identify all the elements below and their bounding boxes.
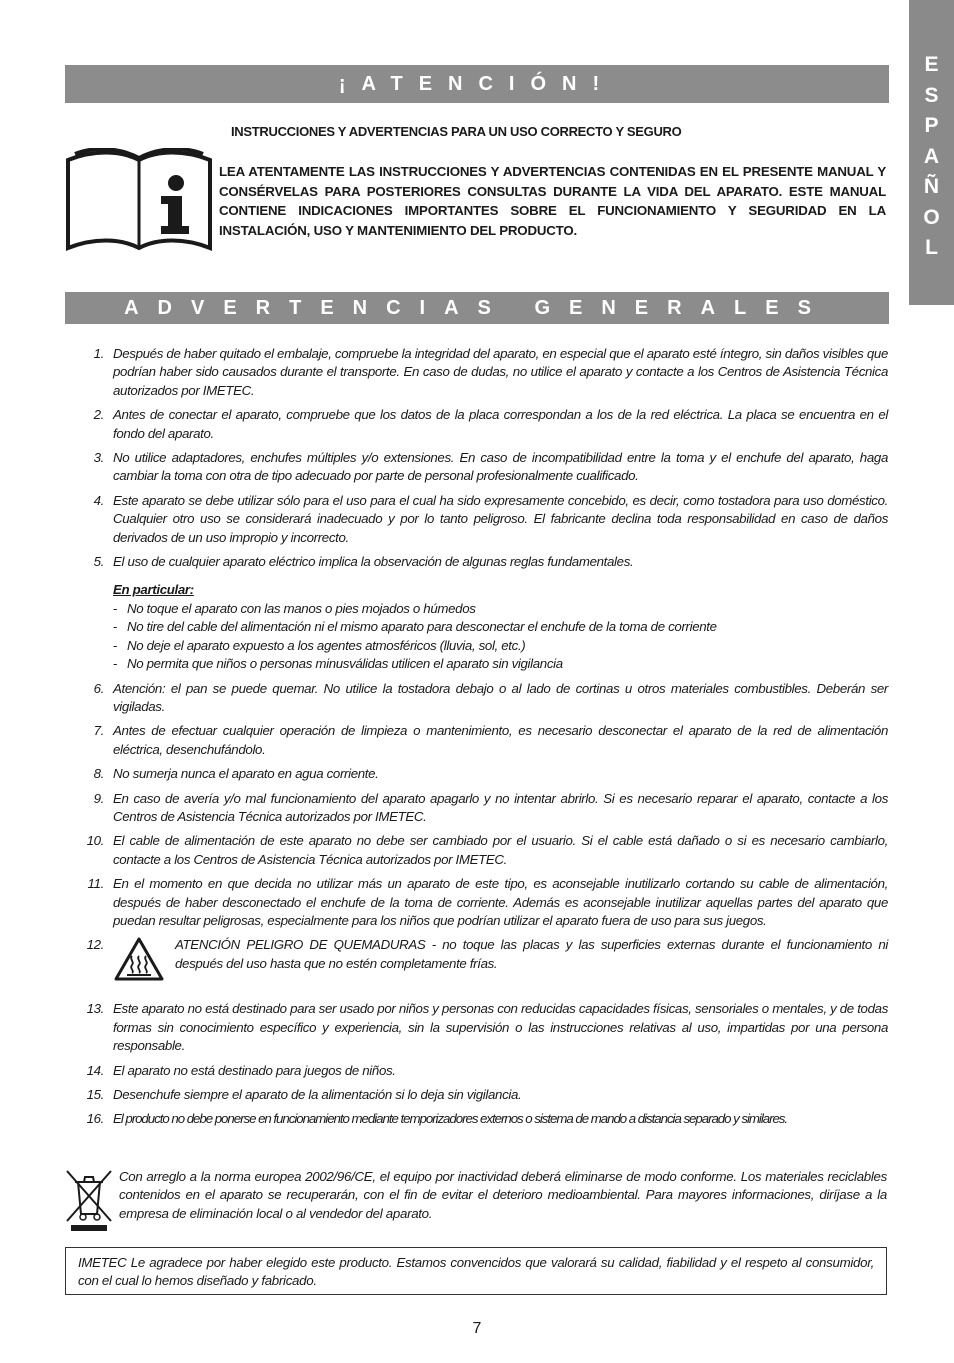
side-tab-letter: P <box>924 114 939 137</box>
item-text: Antes de conectar el aparato, compruebe que los datos de la placa correspondan a los de la red eléctrica. La placa se encuentra en el fondo del aparato. <box>113 407 888 441</box>
side-tab-letter: E <box>924 53 939 76</box>
list-item <box>80 790 888 827</box>
particular-label: En particular: <box>113 582 194 598</box>
warnings-list <box>80 345 888 1135</box>
item-text: Este aparato se debe utilizar sólo para el uso para el cual ha sido expresamente concebido, es decir, como tostadora para uso doméstico. Cualquier otro uso se considerará inadecuado y por lo tanto peligroso. El fabricante declina toda responsabilidad en caso de daños derivados de un uso impropio y incorrecto. <box>113 492 888 545</box>
list-item <box>80 875 888 930</box>
intro-warning-text: LEA ATENTAMENTE LAS INSTRUCCIONES Y ADVERTENCIAS CONTENIDAS EN EL PRESENTE MANUAL Y CONSÉRVELAS PARA POSTERIORES CONSULTAS DURANTE LA VIDA DEL APARATO. ESTE MANUAL CONTIENE INDICACIONES IMPORTANTES SOBRE EL FUNCIONAMIENTO Y SEGURIDAD EN LA INSTALACIÓN, USO Y MANTENIMIENTO DEL PRODUCTO. <box>219 164 886 238</box>
particular-bullet: - No tire del cable del alimentación ni el mismo aparato para desconectar el enchufe de la toma de corriente <box>113 619 717 635</box>
instructions-subheading: INSTRUCCIONES Y ADVERTENCIAS PARA UN USO CORRECTO Y SEGURO <box>231 124 682 139</box>
list-item <box>80 406 888 443</box>
item-number: 8. <box>93 766 104 782</box>
side-tab-letter: Ñ <box>923 175 940 198</box>
list-item <box>80 722 888 759</box>
item-number: 14. <box>86 1062 104 1078</box>
item-number: 3. <box>93 450 104 466</box>
list-item <box>80 492 888 547</box>
item-text: Este aparato no está destinado para ser usado por niños y personas con reducidas capacidades físicas, sensoriales o mentales, y de todas formas sin conocimiento específico y experiencia, sin la supervisión o las instrucciones relativas al uso, impartidas por una persona responsable. <box>113 1001 888 1054</box>
item-text: En el momento en que decida no utilizar más un aparato de este tipo, es aconsejable inutilizarlo cortando su cable de alimentación, después de haber desconectado el enchufe de la toma de corriente. Además es aconsejable inutilizar aquellas partes del aparato que puedan resultar peligrosas, especialmente para los niños que podrían utilizar el aparato fuera de uso para sus juegos. <box>113 876 888 928</box>
list-item <box>80 1110 888 1128</box>
item-text: Atención: el pan se puede quemar. No utilice la tostadora debajo o al lado de cortinas u otros materiales combustibles. Deberán ser vigiladas. <box>113 680 888 714</box>
list-item <box>80 765 888 783</box>
item-text: El cable de alimentación de este aparato no debe ser cambiado por el usuario. Si el cable está dañado o si es necesario cambiarlo, contacte a los Centros de Asistencia Técnica autorizados por IMETEC. <box>113 833 888 867</box>
list-item <box>80 832 888 869</box>
item-number: 5. <box>93 554 104 570</box>
item-number: 16. <box>86 1111 104 1127</box>
list-item <box>80 345 888 400</box>
list-item <box>80 449 888 486</box>
item-number: 7. <box>93 723 104 739</box>
list-item <box>80 680 888 717</box>
item-number: 12. <box>86 937 104 953</box>
item-number: 13. <box>86 1001 104 1017</box>
item-text: El producto no debe ponerse en funcionamiento mediante temporizadores externos o sistema de mando a distancia separado y similares. <box>113 1111 788 1127</box>
item-number: 1. <box>93 346 104 361</box>
item-number: 10. <box>86 833 104 849</box>
item-text: No utilice adaptadores, enchufes múltiples y/o extensiones. En caso de incompatibilidad entre la toma y el enchufe del aparato, haga cambiar la toma con otra de tipo adecuado por parte de personal profesionalmente cualificado. <box>113 450 888 484</box>
item-number: 4. <box>93 492 104 508</box>
info-book-icon <box>65 148 213 252</box>
item-text: El uso de cualquier aparato eléctrico implica la observación de algunas reglas fundamentales. <box>113 554 634 570</box>
item-text: El aparato no está destinado para juegos de niños. <box>113 1062 396 1078</box>
list-item <box>80 1000 888 1055</box>
particular-bullet: - No deje el aparato expuesto a los agentes atmosféricos (lluvia, sol, etc.) <box>113 637 526 653</box>
item-text: ATENCIÓN PELIGRO DE QUEMADURAS - no toque las placas y las superficies externas durante el funcionamiento ni después del uso hasta que no estén completamente frías. <box>175 937 888 971</box>
list-item <box>80 1086 888 1104</box>
particular-bullets <box>113 600 888 674</box>
item-number: 11. <box>87 876 104 892</box>
list-item <box>80 1062 888 1080</box>
side-tab-letter: O <box>923 205 940 229</box>
attention-banner: ¡ATENCIÓN! <box>65 65 889 103</box>
side-tab-letter: A <box>923 144 940 168</box>
general-warnings-banner: ADVERTENCIAS GENERALES <box>65 292 889 324</box>
item-number: 6. <box>93 680 104 696</box>
item-text: Después de haber quitado el embalaje, compruebe la integridad del aparato, en especial que el aparato esté íntegro, sin daños visibles que podrían haber sido causados durante el transporte. En caso de dudas, no utilice el aparato y contacte a los Centros de Asistencia Técnica autorizados por IMETEC. <box>113 346 888 398</box>
side-tab-letter: S <box>924 83 939 107</box>
side-tab-letter: L <box>925 236 938 259</box>
list-item <box>80 936 888 986</box>
item-text: No sumerja nunca el aparato en agua corriente. <box>113 766 379 782</box>
list-item <box>80 553 888 673</box>
particular-bullet: - No toque el aparato con las manos o pies mojados o húmedos <box>113 600 476 616</box>
item-text: Desenchufe siempre el aparato de la alimentación si lo deja sin vigilancia. <box>113 1087 522 1102</box>
item-text: En caso de avería y/o mal funcionamiento del aparato apagarlo y no intentar abrirlo. Si es necesario reparar el aparato, contacte a los Centros de Asistencia Técnica autorizados por IMETEC. <box>113 790 888 824</box>
page-number: 7 <box>472 1320 482 1337</box>
item-number: 15. <box>86 1087 104 1102</box>
particular-bullet: - No permita que niños o personas minusválidas utilicen el aparato sin vigilancia <box>113 656 563 672</box>
disposal-notice: Con arreglo a la norma europea 2002/96/CE, el equipo por inactividad deberá eliminarse de modo conforme. Los materiales reciclables contenidos en el aparato se recuperarán, con el fin de evitar el deterioro medioambiental. Para mayores informaciones, diríjase a la empresa de eliminación local o al vendedor del aparato. <box>119 1169 887 1221</box>
thank-you-box: IMETEC Le agradece por haber elegido este producto. Estamos convencidos que valorará su calidad, fiabilidad y el respeto al consumidor, con el cual lo hemos diseñado y fabricado. <box>65 1247 887 1295</box>
language-side-tab <box>909 0 954 305</box>
crossed-out-bin-icon <box>64 1168 114 1232</box>
item-number: 9. <box>93 790 104 806</box>
hot-surface-warning-icon <box>113 936 165 982</box>
item-number: 2. <box>93 407 104 423</box>
item-text: Antes de efectuar cualquier operación de limpieza o mantenimiento, es necesario desconectar el aparato de la red de alimentación eléctrica, desenchufándolo. <box>113 723 888 757</box>
